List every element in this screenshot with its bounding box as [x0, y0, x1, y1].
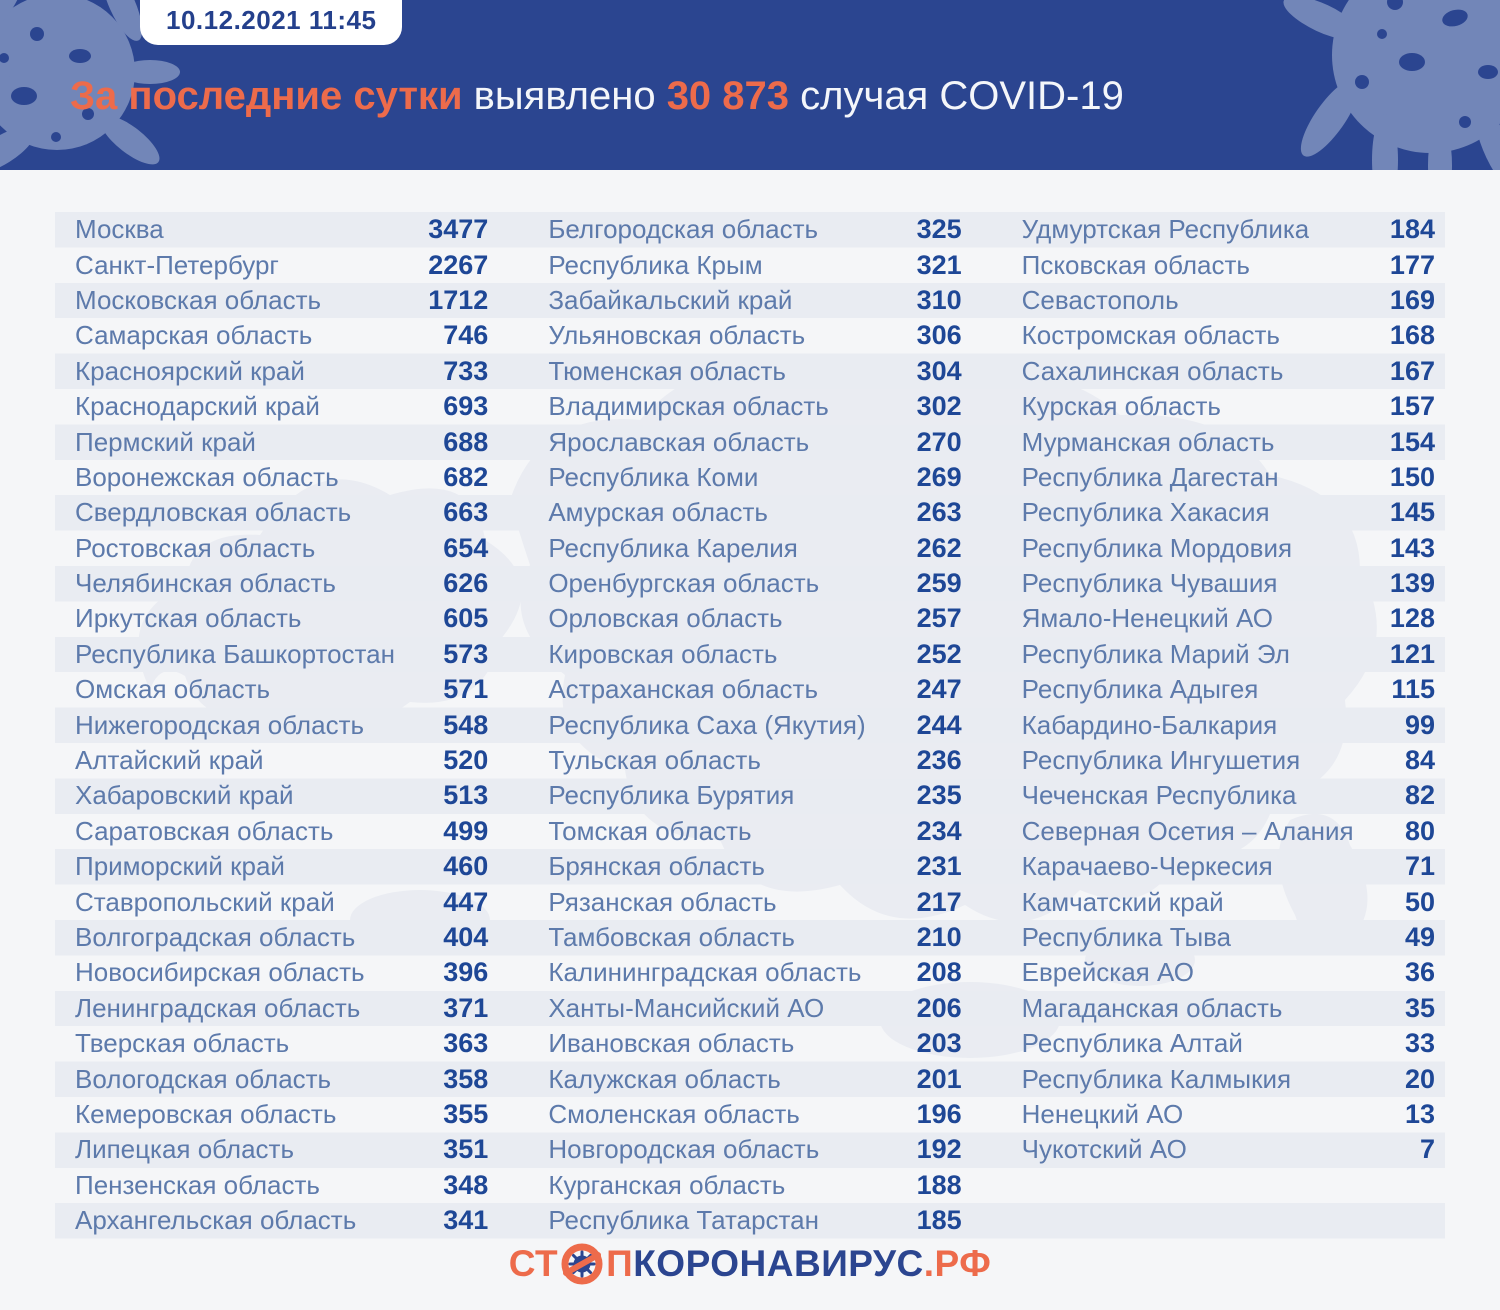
- region-value: 259: [916, 568, 962, 599]
- region-name: Волгоградская область: [75, 922, 356, 952]
- region-name: Архангельская область: [75, 1205, 357, 1236]
- region-value: 49: [1404, 922, 1435, 952]
- table-row: [55, 778, 498, 813]
- table-row: [55, 743, 498, 778]
- table-row: [55, 1168, 498, 1203]
- table-row: [55, 1026, 498, 1061]
- table-row: [55, 424, 498, 459]
- table-row: [1002, 637, 1445, 672]
- region-name: Еврейская АО: [1021, 957, 1194, 988]
- region-name: Челябинская область: [75, 568, 336, 599]
- table-row: [55, 707, 498, 742]
- region-name: Мурманская область: [1021, 426, 1275, 457]
- region-value: 231: [916, 851, 962, 882]
- region-value: 263: [916, 497, 962, 528]
- region-name: Свердловская область: [75, 497, 352, 528]
- region-name: Иркутская область: [75, 603, 302, 634]
- table-row: [528, 1097, 971, 1132]
- table-row: [1002, 778, 1445, 813]
- region-value: 235: [916, 780, 962, 811]
- region-name: Республика Чувашия: [1021, 568, 1278, 599]
- table-row: [1002, 920, 1445, 955]
- region-name: Костромская область: [1021, 320, 1280, 351]
- table-row: [528, 637, 971, 672]
- region-value: 605: [443, 603, 489, 634]
- table-row: [1002, 884, 1445, 919]
- region-name: Красноярский край: [75, 355, 305, 386]
- region-value: 358: [443, 1063, 489, 1094]
- region-name: Рязанская область: [548, 886, 777, 917]
- region-value: 143: [1389, 532, 1435, 563]
- region-name: Республика Хакасия: [1021, 497, 1270, 528]
- region-name: Чукотский АО: [1021, 1134, 1187, 1165]
- region-name: Томская область: [548, 815, 752, 846]
- region-name: Республика Мордовия: [1021, 532, 1293, 563]
- region-name: Республика Ингушетия: [1021, 745, 1301, 776]
- table-row: [55, 991, 498, 1026]
- region-value: 168: [1389, 320, 1435, 351]
- table-row: [1002, 495, 1445, 530]
- region-name: Санкт-Петербург: [75, 249, 279, 280]
- table-row: [528, 566, 971, 601]
- region-value: 128: [1389, 603, 1435, 634]
- logo-text-rf: .РФ: [923, 1243, 992, 1284]
- region-value: 257: [916, 603, 962, 634]
- region-value: 244: [916, 709, 962, 740]
- table-row: [528, 1203, 971, 1238]
- region-name: Сахалинская область: [1021, 355, 1284, 386]
- region-name: Орловская область: [548, 603, 783, 634]
- table-row: [528, 1168, 971, 1203]
- region-name: Ростовская область: [75, 532, 316, 563]
- region-value: 262: [916, 532, 962, 563]
- table-row: [1002, 460, 1445, 495]
- region-name: Смоленская область: [548, 1098, 800, 1129]
- region-name: Республика Тыва: [1021, 922, 1232, 952]
- table-row: [55, 849, 498, 884]
- table-row: [528, 283, 971, 318]
- region-value: 3477: [428, 214, 489, 245]
- region-name: Новгородская область: [548, 1134, 820, 1165]
- table-row: [55, 283, 498, 318]
- region-value: 341: [443, 1205, 489, 1236]
- region-value: 321: [916, 249, 962, 280]
- region-value: 682: [443, 461, 489, 492]
- region-name: Ненецкий АО: [1021, 1098, 1184, 1129]
- table-row: [55, 955, 498, 990]
- region-value: 499: [443, 815, 489, 846]
- region-value: 396: [443, 957, 489, 988]
- region-value: 185: [916, 1205, 962, 1236]
- region-value: 13: [1404, 1098, 1435, 1129]
- region-value: 188: [916, 1169, 962, 1200]
- region-value: 236: [916, 745, 962, 776]
- table-row: [55, 1061, 498, 1096]
- region-value: 121: [1389, 638, 1435, 669]
- region-name: Тверская область: [75, 1028, 290, 1059]
- no-virus-icon: [560, 1242, 604, 1286]
- region-name: Республика Башкортостан: [75, 638, 395, 669]
- table-row: [528, 955, 971, 990]
- table-row: [528, 424, 971, 459]
- region-value: 139: [1389, 568, 1435, 599]
- table-row: [1002, 1132, 1445, 1167]
- region-name: Ивановская область: [548, 1028, 795, 1059]
- table-row: [1002, 1061, 1445, 1096]
- region-value: 33: [1404, 1028, 1435, 1059]
- table-row: [1002, 955, 1445, 990]
- table-row: [55, 566, 498, 601]
- region-value: 520: [443, 745, 489, 776]
- region-value: 35: [1404, 992, 1435, 1023]
- region-name: Республика Крым: [548, 249, 763, 280]
- region-name: Алтайский край: [75, 745, 264, 776]
- region-name: Магаданская область: [1021, 992, 1283, 1023]
- region-name: Белгородская область: [548, 214, 819, 245]
- table-row: [1002, 531, 1445, 566]
- table-row: [528, 318, 971, 353]
- table-row: [55, 495, 498, 530]
- table-row: [528, 460, 971, 495]
- table-row: [1002, 283, 1445, 318]
- region-name: Кировская область: [548, 638, 778, 669]
- region-name: Ямало-Ненецкий АО: [1021, 603, 1273, 634]
- region-value: 654: [443, 532, 489, 563]
- region-name: Республика Коми: [548, 461, 759, 492]
- table-row: [528, 849, 971, 884]
- table-row: [55, 531, 498, 566]
- region-value: 20: [1404, 1063, 1435, 1094]
- table-row: [528, 920, 971, 955]
- table-row: [55, 247, 498, 282]
- region-value: 82: [1404, 780, 1435, 811]
- region-name: Республика Калмыкия: [1021, 1063, 1292, 1094]
- region-value: 269: [916, 461, 962, 492]
- region-name: Ленинградская область: [75, 992, 361, 1023]
- region-name: Астраханская область: [548, 674, 819, 705]
- table-row: [528, 672, 971, 707]
- region-name: Хабаровский край: [75, 780, 294, 811]
- region-name: Республика Татарстан: [548, 1205, 819, 1236]
- table-row: [528, 601, 971, 636]
- region-value: 234: [916, 815, 962, 846]
- region-value: 325: [916, 214, 962, 245]
- region-value: 99: [1404, 709, 1435, 740]
- table-row: [55, 389, 498, 424]
- region-value: 145: [1389, 497, 1435, 528]
- table-row: [528, 247, 971, 282]
- region-value: 167: [1389, 355, 1435, 386]
- table-row: [55, 672, 498, 707]
- region-name: Амурская область: [548, 497, 768, 528]
- timestamp-badge: [140, 0, 402, 45]
- region-name: Курганская область: [548, 1169, 786, 1200]
- table-row: [1002, 601, 1445, 636]
- table-row: [1002, 212, 1445, 247]
- table-row: [1002, 743, 1445, 778]
- region-name: Краснодарский край: [75, 391, 320, 422]
- region-name: Калужская область: [548, 1063, 781, 1094]
- region-name: Тюменская область: [548, 355, 786, 386]
- region-name: Республика Бурятия: [548, 780, 795, 811]
- region-value: 203: [916, 1028, 962, 1059]
- region-value: 50: [1404, 886, 1435, 917]
- region-name: Вологодская область: [75, 1063, 332, 1094]
- page-title: [70, 74, 1124, 119]
- table-row: [55, 601, 498, 636]
- table-row: [55, 212, 498, 247]
- region-value: 84: [1404, 745, 1435, 776]
- region-name: Северная Осетия – Алания: [1021, 815, 1354, 846]
- region-name: Тамбовская область: [548, 922, 795, 952]
- region-name: Москва: [75, 214, 164, 245]
- region-name: Воронежская область: [75, 461, 339, 492]
- region-value: 513: [443, 780, 489, 811]
- table-row: [1002, 247, 1445, 282]
- region-name: Самарская область: [75, 320, 313, 351]
- region-name: Пермский край: [75, 426, 256, 457]
- region-value: 548: [443, 709, 489, 740]
- region-name: Ярославская область: [548, 426, 810, 457]
- region-value: 363: [443, 1028, 489, 1059]
- region-name: Удмуртская Республика: [1021, 214, 1310, 245]
- region-value: 201: [916, 1063, 962, 1094]
- region-value: 247: [916, 674, 962, 705]
- title-total-cases: 30 873: [666, 74, 790, 118]
- stats-column: [55, 212, 498, 1240]
- region-value: 217: [916, 886, 962, 917]
- region-name: Камчатский край: [1021, 886, 1224, 917]
- table-row: [1002, 354, 1445, 389]
- region-name: Кемеровская область: [75, 1098, 337, 1129]
- region-value: 733: [443, 355, 489, 386]
- region-value: 447: [443, 886, 489, 917]
- table-row: [528, 707, 971, 742]
- table-row: [528, 884, 971, 919]
- table-row: [528, 778, 971, 813]
- table-row: [55, 460, 498, 495]
- region-value: 355: [443, 1098, 489, 1129]
- region-value: 115: [1391, 674, 1435, 705]
- region-name: Кабардино-Балкария: [1021, 709, 1278, 740]
- region-name: Республика Алтай: [1021, 1028, 1243, 1059]
- region-value: 2267: [428, 249, 489, 280]
- region-value: 184: [1389, 214, 1435, 245]
- title-plain-2: случая COVID-19: [789, 74, 1124, 118]
- region-name: Курская область: [1021, 391, 1221, 422]
- region-name: Чеченская Республика: [1021, 780, 1297, 811]
- region-name: Липецкая область: [75, 1134, 294, 1165]
- region-name: Пензенская область: [75, 1169, 320, 1200]
- table-row: [55, 1097, 498, 1132]
- region-name: Приморский край: [75, 851, 285, 882]
- virus-splash-icon: [1260, 0, 1500, 170]
- region-name: Владимирская область: [548, 391, 829, 422]
- table-row: [1002, 672, 1445, 707]
- table-row: [528, 354, 971, 389]
- table-row: [528, 1061, 971, 1096]
- stats-column: [528, 212, 971, 1240]
- regions-table: [55, 212, 1445, 1240]
- region-value: 571: [443, 674, 489, 705]
- region-value: 304: [916, 355, 962, 386]
- region-name: Республика Марий Эл: [1021, 638, 1290, 669]
- region-value: 71: [1404, 851, 1435, 882]
- region-value: 663: [443, 497, 489, 528]
- region-value: 196: [916, 1098, 962, 1129]
- region-value: 7: [1419, 1134, 1435, 1165]
- table-row: [528, 495, 971, 530]
- table-row: [55, 1132, 498, 1167]
- table-row: [55, 814, 498, 849]
- region-value: 206: [916, 992, 962, 1023]
- stats-column: [1002, 212, 1445, 1240]
- region-value: 460: [443, 851, 489, 882]
- table-row: [528, 814, 971, 849]
- table-row: [528, 991, 971, 1026]
- table-row: [55, 1203, 498, 1238]
- footer: [0, 1242, 1500, 1286]
- region-name: Ханты-Мансийский АО: [548, 992, 825, 1023]
- region-name: Псковская область: [1021, 249, 1250, 280]
- table-row: [55, 354, 498, 389]
- region-name: Республика Адыгея: [1021, 674, 1259, 705]
- region-name: Ставропольский край: [75, 886, 335, 917]
- region-name: Ульяновская область: [548, 320, 806, 351]
- header-banner: [0, 0, 1500, 170]
- region-value: 404: [443, 922, 489, 952]
- title-accent-1: За последние сутки: [70, 74, 463, 118]
- region-value: 210: [916, 922, 962, 952]
- table-row: [1002, 389, 1445, 424]
- table-row: [55, 884, 498, 919]
- region-value: 177: [1389, 249, 1435, 280]
- region-value: 36: [1404, 957, 1435, 988]
- table-row: [528, 1132, 971, 1167]
- region-name: Республика Дагестан: [1021, 461, 1279, 492]
- table-row: [528, 1026, 971, 1061]
- region-value: 693: [443, 391, 489, 422]
- region-name: Республика Саха (Якутия): [548, 709, 866, 740]
- table-row: [1002, 566, 1445, 601]
- region-value: 302: [916, 391, 962, 422]
- region-name: Московская область: [75, 284, 322, 315]
- region-name: Брянская область: [548, 851, 765, 882]
- logo-text-koronavirus: КОРОНАВИРУС: [633, 1243, 924, 1284]
- table-row: [1002, 707, 1445, 742]
- region-value: 371: [443, 992, 489, 1023]
- table-row: [1002, 318, 1445, 353]
- table-row: [55, 920, 498, 955]
- table-row: [1002, 1026, 1445, 1061]
- region-value: 306: [916, 320, 962, 351]
- region-name: Омская область: [75, 674, 271, 705]
- table-row: [55, 318, 498, 353]
- region-value: 150: [1389, 461, 1435, 492]
- region-value: 573: [443, 638, 489, 669]
- timestamp-text: 10.12.2021 11:45: [166, 5, 377, 35]
- region-name: Забайкальский край: [548, 284, 793, 315]
- region-name: Севастополь: [1021, 284, 1179, 315]
- region-value: 746: [443, 320, 489, 351]
- region-name: Новосибирская область: [75, 957, 365, 988]
- table-row: [1002, 424, 1445, 459]
- region-value: 270: [916, 426, 962, 457]
- region-value: 351: [443, 1134, 489, 1165]
- region-name: Республика Карелия: [548, 532, 798, 563]
- region-value: 348: [443, 1169, 489, 1200]
- logo-text-st: СТ: [508, 1243, 559, 1284]
- region-name: Оренбургская область: [548, 568, 820, 599]
- table-row: [528, 212, 971, 247]
- region-name: Нижегородская область: [75, 709, 365, 740]
- region-name: Тульская область: [548, 745, 761, 776]
- region-value: 688: [443, 426, 489, 457]
- region-value: 626: [443, 568, 489, 599]
- region-name: Калининградская область: [548, 957, 862, 988]
- table-row: [55, 637, 498, 672]
- region-value: 310: [916, 284, 962, 315]
- region-name: Карачаево-Черкесия: [1021, 851, 1273, 882]
- region-value: 208: [916, 957, 962, 988]
- region-value: 157: [1389, 391, 1435, 422]
- region-name: Саратовская область: [75, 815, 334, 846]
- region-value: 169: [1389, 284, 1435, 315]
- region-value: 1712: [428, 284, 489, 315]
- stopcoronavirus-logo: [509, 1242, 992, 1286]
- table-row: [1002, 991, 1445, 1026]
- table-row: [528, 389, 971, 424]
- table-row: [1002, 849, 1445, 884]
- table-row: [1002, 1097, 1445, 1132]
- region-value: 80: [1404, 815, 1435, 846]
- title-plain-1: выявлено: [462, 74, 667, 118]
- region-value: 192: [916, 1134, 962, 1165]
- table-row: [528, 743, 971, 778]
- table-row: [528, 531, 971, 566]
- logo-text-p: П: [606, 1243, 634, 1284]
- region-value: 154: [1389, 426, 1435, 457]
- region-value: 252: [916, 638, 962, 669]
- table-row: [1002, 814, 1445, 849]
